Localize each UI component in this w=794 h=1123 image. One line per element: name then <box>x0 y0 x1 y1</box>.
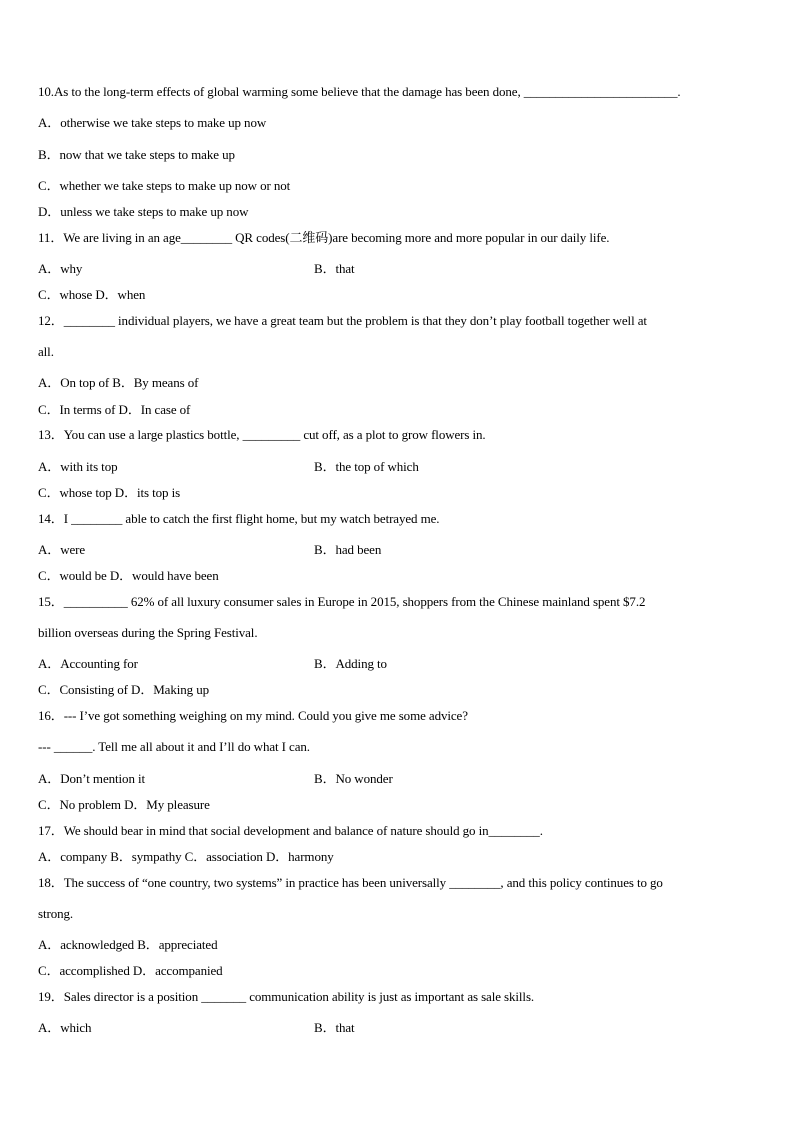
question-11-option-b: B．that <box>314 261 355 276</box>
question-19-stem: 19．Sales director is a position _______ communication ability is just as important as sale skills. <box>38 989 535 1004</box>
question-18-options-cd: C．accomplished D．accompanied <box>38 963 223 978</box>
question-12-options-ab: A．On top of B．By means of <box>38 375 199 390</box>
question-14-stem: 14．I ________ able to catch the first flight home, but my watch betrayed me. <box>38 511 440 526</box>
question-15-option-b: B．Adding to <box>314 656 387 671</box>
question-11-stem: 11．We are living in an age________ QR codes(二维码)are becoming more and more popular in our daily life. <box>38 230 610 245</box>
question-16-stem-cont: --- ______. Tell me all about it and I’ll do what I can. <box>38 739 310 754</box>
question-14-options-cd: C．would be D．would have been <box>38 568 219 583</box>
question-13-option-b: B．the top of which <box>314 459 419 474</box>
question-11-options-cd: C．whose D．when <box>38 287 146 302</box>
question-11-option-a: A．why <box>38 261 83 276</box>
question-14-option-b: B．had been <box>314 542 382 557</box>
question-10-option-a: A．otherwise we take steps to make up now <box>38 115 267 130</box>
question-10-option-b: B．now that we take steps to make up <box>38 147 235 162</box>
question-18-options-ab: A．acknowledged B．appreciated <box>38 937 218 952</box>
question-13-stem: 13．You can use a large plastics bottle, _________ cut off, as a plot to grow flowers in. <box>38 427 486 442</box>
question-10-option-c: C．whether we take steps to make up now or not <box>38 178 291 193</box>
question-14-option-a: A．were <box>38 542 86 557</box>
question-15-stem: 15．__________ 62% of all luxury consumer sales in Europe in 2015, shoppers from the Chinese mainland spent $7.2 <box>38 594 646 609</box>
question-18-stem: 18．The success of “one country, two systems” in practice has been universally ________, and this policy continues to go <box>38 875 663 890</box>
question-19-option-b: B．that <box>314 1020 355 1035</box>
question-13-options-cd: C．whose top D．its top is <box>38 485 181 500</box>
question-18-stem-cont: strong. <box>38 906 74 921</box>
question-12-options-cd: C．In terms of D．In case of <box>38 402 191 417</box>
question-12-stem-cont: all. <box>38 344 54 359</box>
question-16-option-a: A．Don’t mention it <box>38 771 146 786</box>
question-17-options: A．company B．sympathy C．association D．harmony <box>38 849 334 864</box>
question-17-stem: 17．We should bear in mind that social development and balance of nature should go in________. <box>38 823 543 838</box>
question-12-stem: 12．________ individual players, we have a great team but the problem is that they don’t play football together well at <box>38 313 647 328</box>
question-16-options-cd: C．No problem D．My pleasure <box>38 797 210 812</box>
question-16-option-b: B．No wonder <box>314 771 393 786</box>
question-10-option-d: D．unless we take steps to make up now <box>38 204 249 219</box>
question-16-stem: 16．--- I’ve got something weighing on my mind. Could you give me some advice? <box>38 708 468 723</box>
question-10-stem: 10.As to the long-term effects of global warming some believe that the damage has been done, ________________________. <box>38 84 681 99</box>
question-13-option-a: A．with its top <box>38 459 118 474</box>
question-15-stem-cont: billion overseas during the Spring Festival. <box>38 625 258 640</box>
question-19-option-a: A．which <box>38 1020 92 1035</box>
question-15-options-cd: C．Consisting of D．Making up <box>38 682 210 697</box>
question-15-option-a: A．Accounting for <box>38 656 138 671</box>
